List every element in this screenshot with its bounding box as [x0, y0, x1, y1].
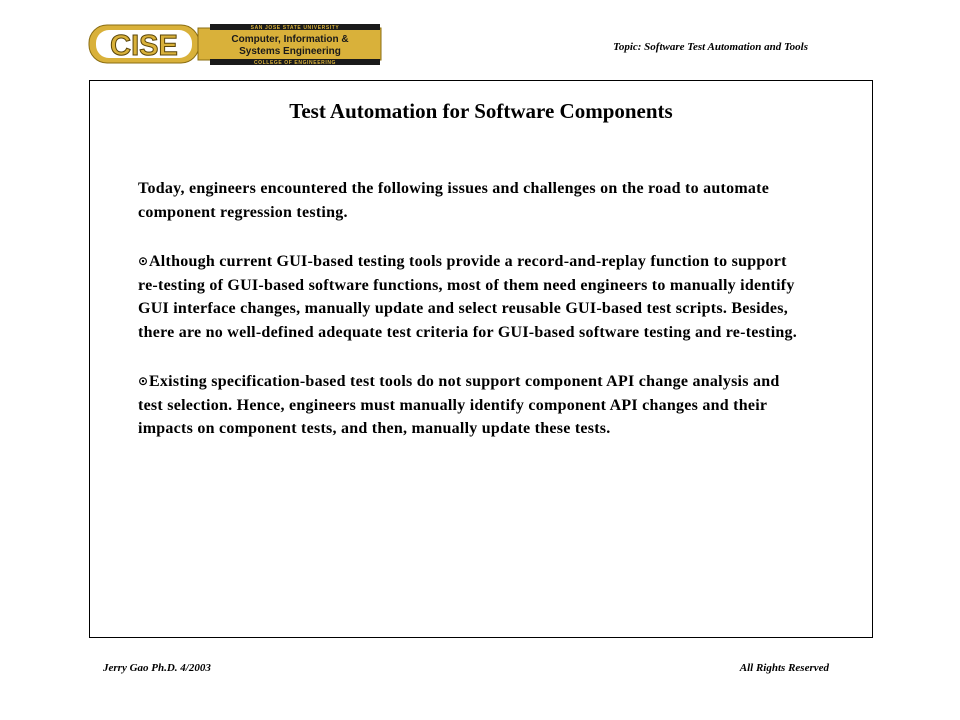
- footer-author: Jerry Gao Ph.D. 4/2003: [103, 662, 211, 674]
- slide-title: Test Automation for Software Components: [289, 99, 673, 123]
- intro-paragraph: Today, engineers encountered the following issues and challenges on the road to automate component regression testing.: [138, 180, 770, 221]
- bullet-item: [138, 370, 798, 441]
- header-topic: Topic: Software Test Automation and Tools: [613, 41, 808, 53]
- logo-university: SAN JOSE STATE UNIVERSITY: [250, 25, 340, 31]
- cise-logo: [88, 22, 383, 66]
- circled-dot-bullet-icon: ⊙: [138, 374, 149, 388]
- bullet-item: [138, 250, 798, 344]
- logo-department-line1: Computer, Information &: [231, 34, 349, 45]
- logo-mark: CISE: [110, 30, 178, 62]
- slide-frame: [89, 80, 873, 638]
- bullet-text: Existing specification-based test tools do not support component API change analysis and test selection. Hence, engineers must manually identify component API changes and their impacts on component tests, and then, manually update these tests.: [138, 373, 780, 437]
- bullet-text: Although current GUI-based testing tools provide a record-and-replay function to support re-testing of GUI-based software functions, most of them need engineers to manually identify GUI interface changes, manually update and select reusable GUI-based test scripts. Besides, there are no well-defined adequate test criteria for GUI-based software testing and re-testing.: [138, 253, 798, 341]
- slide-body: [138, 177, 798, 467]
- footer-rights: All Rights Reserved: [739, 662, 829, 674]
- logo-college: COLLEGE OF ENGINEERING: [253, 60, 337, 66]
- circled-dot-bullet-icon: ⊙: [138, 254, 149, 268]
- logo-department-line2: Systems Engineering: [239, 46, 341, 57]
